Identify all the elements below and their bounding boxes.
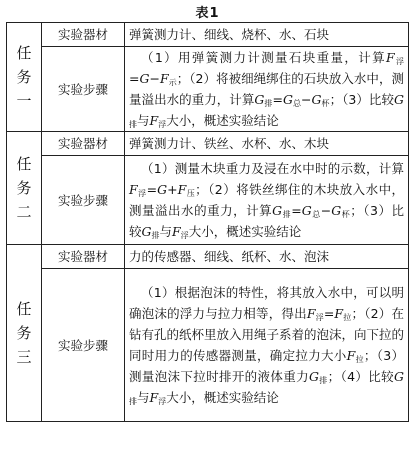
equipment-label: 实验器材 (42, 132, 125, 156)
task-name-char: 任 (16, 300, 32, 318)
equipment-value: 弹簧测力计、细线、烧杯、水、石块 (125, 23, 409, 47)
table-title: 表1 (195, 6, 220, 21)
task-name-cell (7, 23, 42, 132)
task-name-char: 一 (16, 92, 32, 110)
equipment-value: 力的传感器、细线、纸杯、水、泡沫 (125, 245, 409, 269)
table-row (7, 156, 409, 245)
equipment-label: 实验器材 (42, 245, 125, 269)
task-name-char: 任 (16, 155, 32, 173)
task-name-char: 二 (16, 203, 32, 221)
experiment-table (6, 22, 409, 422)
task-name-char: 三 (16, 348, 32, 366)
steps-value (125, 47, 409, 132)
table-row (7, 47, 409, 132)
equipment-label: 实验器材 (42, 23, 125, 47)
table-row (7, 23, 409, 47)
equipment-value: 弹簧测力计、铁丝、水杯、水、木块 (125, 132, 409, 156)
steps-text: （1）根据泡沫的特性，将其放入水中，可以明确泡沫的浮力与拉力相等，得出$F_浮=F_拉$；（2）在钻有孔的纸杯里放入用绳子系着的泡沫，向下拉的同时用力的传感器测量，确定拉力大小$F_拉$；（3）测量泡沫下拉时排开的液体重力$G_排$；（4）比较$G_排$与$F_浮$大小，概述实验结论 (129, 285, 405, 406)
task-name-char: 任 (16, 44, 32, 62)
task-name-char: 务 (16, 179, 32, 197)
table-row (7, 132, 409, 156)
steps-label: 实验步骤 (42, 269, 125, 422)
steps-label: 实验步骤 (42, 156, 125, 245)
steps-value (125, 269, 409, 422)
steps-label: 实验步骤 (42, 47, 125, 132)
steps-text: （1）测量木块重力及浸在水中时的示数，计算$F_浮=G+F_压$；（2）将铁丝绑住的木块放入水中，测量溢出水的重力，计算$G_排=G_总-G_杯$；（3）比较$G_排$与$F_浮$大小，概述实验结论 (129, 161, 405, 240)
steps-value (125, 156, 409, 245)
task-name-char: 务 (16, 68, 32, 86)
task-name-char: 务 (16, 324, 32, 342)
task-name-cell (7, 245, 42, 422)
table-row (7, 245, 409, 269)
table-row (7, 269, 409, 422)
task-name-cell (7, 132, 42, 245)
steps-text: （1）用弹簧测力计测量石块重量，计算$F_浮=G-F_示$；（2）将被细绳绑住的石块放入水中，测量溢出水的重力，计算$G_排=G_总-G_杯$；（3）比较$G_排$与$F_浮$大小，概述实验结论 (129, 50, 405, 129)
